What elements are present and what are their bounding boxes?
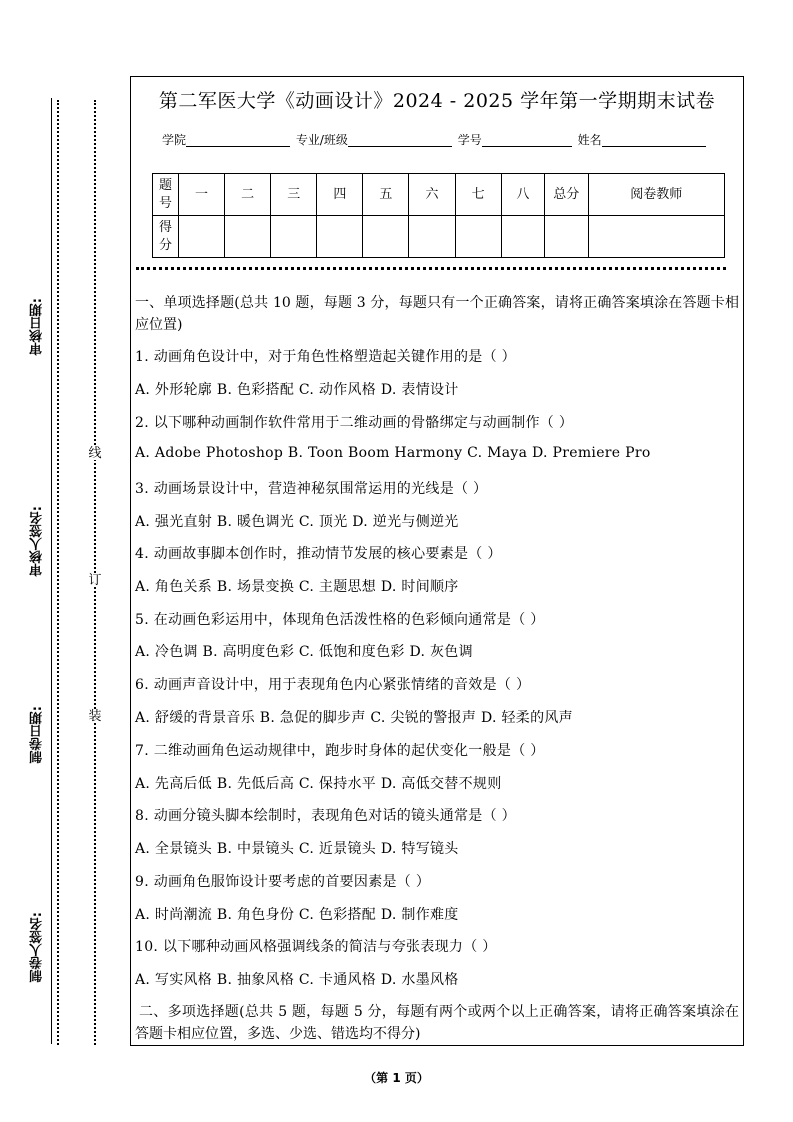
major-class-blank[interactable] (348, 134, 452, 147)
score-col-2: 二 (225, 174, 271, 216)
field-label-major-class: 专业/班级 (295, 133, 348, 147)
score-table-header-row (153, 174, 725, 216)
score-col-8: 八 (501, 174, 544, 216)
student-info-row (162, 131, 708, 148)
question-3: 3. 动画场景设计中，营造神秘氛围常运用的光线是（ ） (135, 481, 488, 497)
score-col-7: 七 (455, 174, 501, 216)
score-cell[interactable] (271, 216, 317, 258)
score-col-4: 四 (317, 174, 363, 216)
page-number: （第 1 页） (364, 1071, 429, 1085)
review-date-label: 审核日期: (30, 298, 45, 356)
score-cell[interactable] (363, 216, 409, 258)
question-9-options: A. 时尚潮流 B. 角色身份 C. 色彩搭配 D. 制作难度 (135, 907, 459, 923)
score-cell[interactable] (455, 216, 501, 258)
question-2-options: A. Adobe Photoshop B. Toon Boom Harmony C. Maya D. Premiere Pro (135, 445, 651, 461)
question-8: 8. 动画分镜头脚本绘制时，表现角色对话的镜头通常是（ ） (135, 808, 516, 824)
binding-mark-order: 订 (88, 573, 102, 588)
question-7-options: A. 先高后低 B. 先低后高 C. 保持水平 D. 高低交替不规则 (135, 776, 502, 792)
field-label-college: 学院 (162, 133, 187, 147)
score-cell[interactable] (588, 216, 724, 258)
score-col-5: 五 (363, 174, 409, 216)
question-6-options: A. 舒缓的背景音乐 B. 急促的脚步声 C. 尖锐的警报声 D. 轻柔的风声 (135, 710, 573, 726)
score-cell[interactable] (317, 216, 363, 258)
score-col-1: 一 (179, 174, 225, 216)
score-col-total: 总分 (545, 174, 588, 216)
score-col-6: 六 (409, 174, 455, 216)
question-1: 1. 动画角色设计中，对于角色性格塑造起关键作用的是（ ） (135, 349, 516, 365)
score-cell[interactable] (409, 216, 455, 258)
score-row-score-label: 得分 (153, 216, 179, 258)
score-col-3: 三 (271, 174, 317, 216)
question-2: 2. 以下哪种动画制作软件常用于二维动画的骨骼绑定与动画制作（ ） (135, 415, 574, 431)
student-id-blank[interactable] (482, 134, 572, 147)
score-table (152, 173, 725, 258)
section-2-heading: 二、多项选择题(总共 5 题，每题 5 分，每题有两个或两个以上正确答案，请将正确答案填涂在答题卡相应位置，多选、少选、错选均不得分) (135, 1004, 739, 1042)
binding-dotted-line-left (57, 100, 59, 1045)
question-4: 4. 动画故事脚本创作时，推动情节发展的核心要素是（ ） (135, 546, 502, 562)
reviewer-signature-label: 审核人签名: (30, 506, 45, 577)
score-row-label: 题号 (153, 174, 179, 216)
paper-date-label: 制卷日期: (30, 706, 45, 764)
college-blank[interactable] (186, 134, 290, 147)
score-cell[interactable] (545, 216, 588, 258)
score-cell[interactable] (501, 216, 544, 258)
question-9: 9. 动画角色服饰设计要考虑的首要因素是（ ） (135, 874, 431, 890)
question-10-options: A. 写实风格 B. 抽象风格 C. 卡通风格 D. 水墨风格 (135, 972, 459, 988)
score-col-grader: 阅卷教师 (588, 174, 724, 216)
header-separator (136, 267, 726, 270)
score-cell[interactable] (225, 216, 271, 258)
field-label-name: 姓名 (577, 133, 602, 147)
question-6: 6. 动画声音设计中，用于表现角色内心紧张情绪的音效是（ ） (135, 677, 531, 693)
question-1-options: A. 外形轮廓 B. 色彩搭配 C. 动作风格 D. 表情设计 (135, 382, 459, 398)
binding-signature-line (51, 98, 52, 1044)
question-10: 10. 以下哪种动画风格强调线条的简洁与夸张表现力（ ） (135, 939, 497, 955)
field-label-student-id: 学号 (457, 133, 482, 147)
binding-mark-seal: 装 (88, 709, 102, 724)
question-8-options: A. 全景镜头 B. 中景镜头 C. 近景镜头 D. 特写镜头 (135, 841, 459, 857)
question-5-options: A. 冷色调 B. 高明度色彩 C. 低饱和度色彩 D. 灰色调 (135, 644, 473, 660)
question-3-options: A. 强光直射 B. 暖色调光 C. 顶光 D. 逆光与侧逆光 (135, 514, 459, 530)
score-cell[interactable] (179, 216, 225, 258)
question-4-options: A. 角色关系 B. 场景变换 C. 主题思想 D. 时间顺序 (135, 579, 459, 595)
question-7: 7. 二维动画角色运动规律中，跑步时身体的起伏变化一般是（ ） (135, 743, 545, 759)
name-blank[interactable] (602, 134, 706, 147)
score-table-score-row (153, 216, 725, 258)
binding-mark-line: 线 (88, 446, 102, 461)
paper-author-signature-label: 制卷人签名: (30, 912, 45, 983)
exam-title: 第二军医大学《动画设计》2024 - 2025 学年第一学期期末试卷 (158, 90, 716, 112)
section-1-heading: 一、单项选择题(总共 10 题，每题 3 分，每题只有一个正确答案，请将正确答案填涂在答题卡相应位置) (135, 295, 739, 333)
question-5: 5. 在动画色彩运用中，体现角色活泼性格的色彩倾向通常是（ ） (135, 612, 545, 628)
